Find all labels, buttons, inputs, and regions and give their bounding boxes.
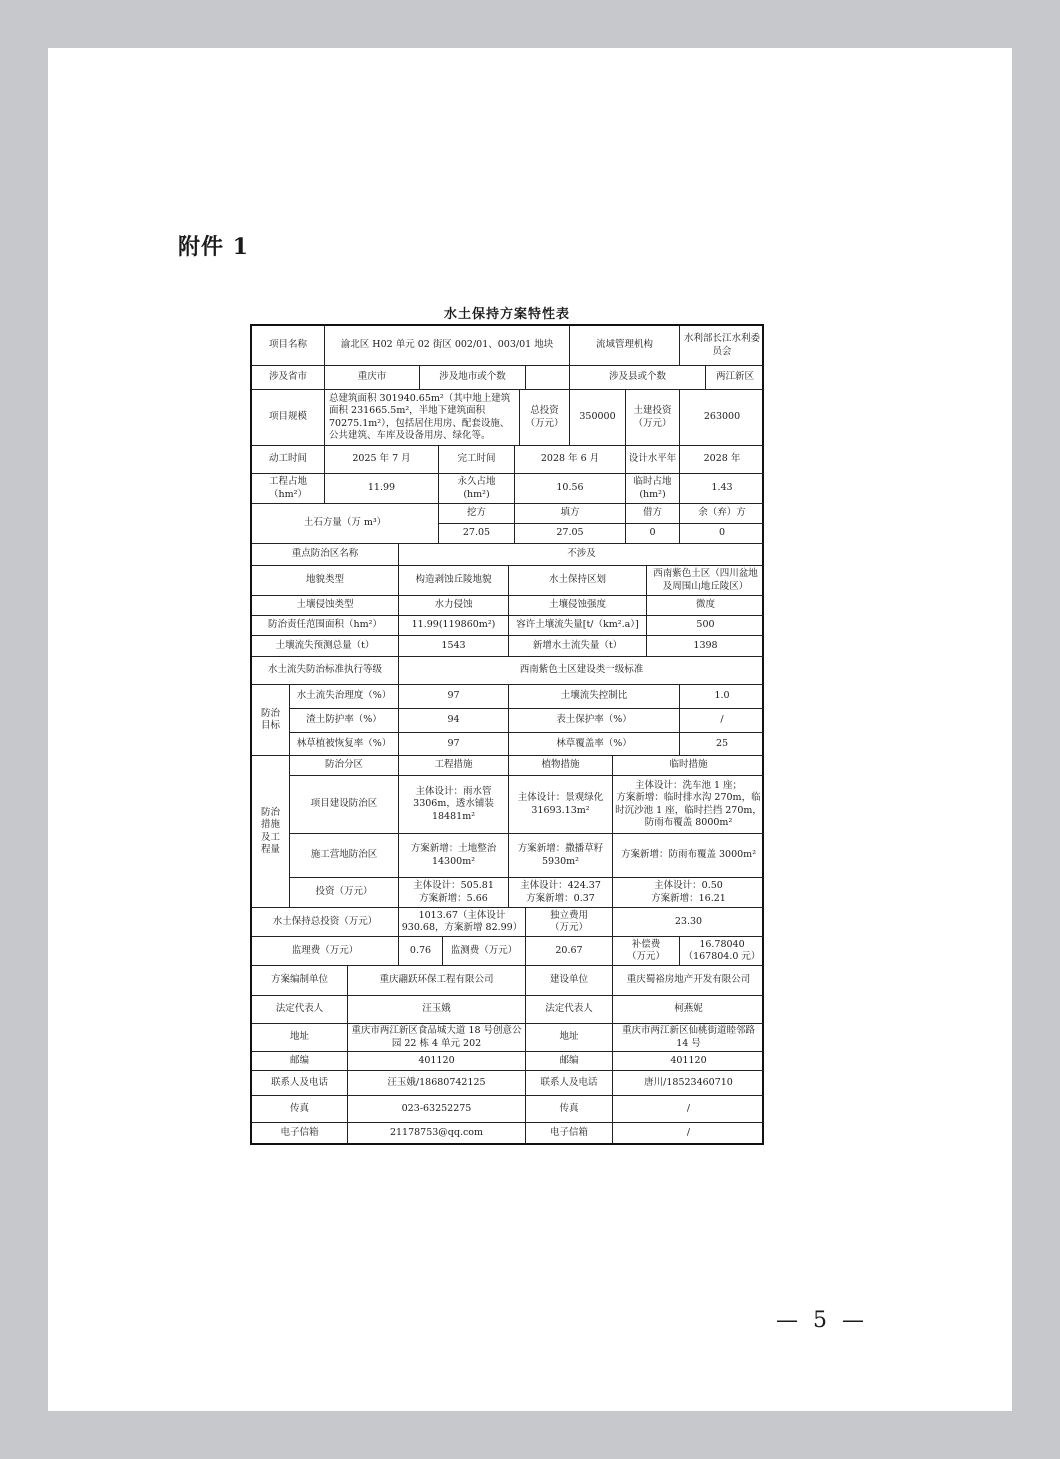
- cell-standard: 西南紫色土区建设类一级标准: [399, 657, 764, 685]
- cell-target-value: 97: [399, 733, 509, 756]
- cell-spoil: 0: [680, 524, 764, 544]
- cell-fax: /: [613, 1096, 764, 1123]
- cell-rep-label: 法定代表人: [526, 996, 613, 1024]
- cell-phone-label: 联系人及电话: [526, 1071, 613, 1096]
- cell-design-year: 2028 年: [680, 446, 764, 474]
- table-title: 水土保持方案特性表: [443, 307, 570, 322]
- cell-erosion-intensity: 微度: [647, 596, 764, 616]
- cell-earthwork-label: 土石方量（万 m³）: [252, 504, 439, 544]
- cell-scale: 总建筑面积 301940.65m²（其中地上建筑面积 231665.5m²，半地下建筑面积 70275.1m²），包括居住用房、配套设施、公共建筑、车库及设备用房、绿化等。: [325, 390, 520, 446]
- cell-invest-plant: 主体设计：424.37 方案新增：0.37: [509, 878, 613, 908]
- cell-supervise: 0.76: [399, 937, 443, 966]
- cell-rep: 柯燕妮: [613, 996, 764, 1024]
- cell-civil-invest: 263000: [680, 390, 764, 446]
- cell-allow-loss-label: 容许土壤流失量[t/（km².a）]: [509, 616, 647, 636]
- cell-zone-name: 项目建设防治区: [290, 776, 399, 834]
- cell-email: /: [686, 1126, 691, 1138]
- cell-invest-eng: 主体设计：505.81 方案新增：5.66: [399, 878, 509, 908]
- cell-borrow-label: 借方: [626, 504, 680, 524]
- cell-address-label: 地址: [252, 1024, 348, 1052]
- cell-comp-label: 补偿费 （万元）: [613, 937, 680, 966]
- cell-target-value: 25: [680, 733, 764, 756]
- cell-zone-plant: 方案新增：撒播草籽 5930m²: [509, 834, 613, 878]
- cell-compiler: 重庆翮跃环保工程有限公司: [348, 966, 526, 996]
- cell-rep: 汪玉娥: [348, 996, 526, 1024]
- cell-county-count-label: 涉及县或个数: [570, 366, 706, 390]
- cell-temp-header: 临时措施: [613, 756, 764, 776]
- cell-total-invest: 350000: [570, 390, 626, 446]
- cell-zone-plant: 主体设计：景观绿化 31693.13m²: [509, 776, 613, 834]
- cell-address: 重庆市两江新区仙桃街道睦邻路 14 号: [613, 1024, 764, 1052]
- cell-start-label: 动工时间: [252, 446, 325, 474]
- cell-total-cost: 1013.67（主体设计 930.68，方案新增 82.99）: [399, 908, 526, 937]
- cell-area-label: 工程占地 （hm²）: [252, 474, 325, 504]
- cell-allow-loss: 500: [647, 616, 764, 636]
- cell-scale-label: 项目规模: [252, 390, 325, 446]
- cell-city-count-label: 涉及地市或个数: [420, 366, 526, 390]
- cell-total-invest-label: 总投资 （万元）: [520, 390, 570, 446]
- cell-erosion-intensity-label: 土壤侵蚀强度: [509, 596, 647, 616]
- cell-zip-label: 邮编: [252, 1052, 348, 1071]
- cell-target-value: /: [680, 709, 764, 733]
- cell-end-label: 完工时间: [439, 446, 515, 474]
- cell-target-value: 97: [399, 685, 509, 709]
- cell-project-name-label: 项目名称: [252, 326, 325, 366]
- cell-address-label: 地址: [526, 1024, 613, 1052]
- cell-email: 21178753@qq.com: [348, 1123, 526, 1143]
- cell-plant-header: 植物措施: [509, 756, 613, 776]
- cell-monitor-label: 监测费（万元）: [443, 937, 526, 966]
- cell-resp-area-label: 防治责任范围面积（hm²）: [252, 616, 399, 636]
- cell-perm: 10.56: [515, 474, 626, 504]
- cell-county: 两江新区: [706, 366, 764, 390]
- cell-key-area: 不涉及: [399, 544, 764, 566]
- characteristics-table: [250, 324, 764, 1145]
- cell-zip: 401120: [613, 1052, 764, 1071]
- cell-fill-label: 填方: [515, 504, 626, 524]
- cell-monitor: 20.67: [526, 937, 613, 966]
- cell-temp: 1.43: [680, 474, 764, 504]
- cell-area: 11.99: [325, 474, 439, 504]
- cell-phone: 唐川/18523460710: [613, 1071, 764, 1096]
- cell-city-count: [526, 366, 570, 390]
- cell-measures-group: 防治 措施 及工 程量: [252, 756, 290, 908]
- cell-comp: 16.78040 （167804.0 元）: [680, 937, 764, 966]
- cell-target-label: 林草覆盖率（%）: [509, 733, 680, 756]
- cell-builder-label: 建设单位: [526, 966, 613, 996]
- cell-fax-label: 传真: [526, 1096, 613, 1123]
- cell-perm-label: 永久占地 (hm²): [439, 474, 515, 504]
- cell-indep-label: 独立费用 （万元）: [526, 908, 613, 937]
- cell-landform-label: 地貌类型: [252, 566, 399, 596]
- cell-email-label: 电子信箱: [526, 1123, 613, 1143]
- cell-zoning-label: 水土保持区划: [509, 566, 647, 596]
- cell-supervise-label: 监理费（万元）: [252, 937, 399, 966]
- cell-pred-loss-label: 土壤流失预测总量（t）: [252, 636, 399, 657]
- cell-design-year-label: 设计水平年: [626, 446, 680, 474]
- cell-province-label: 涉及省市: [252, 366, 325, 390]
- cell-zone-eng: 主体设计：雨水管 3306m，透水铺装 18481m²: [399, 776, 509, 834]
- cell-fax-label: 传真: [252, 1096, 348, 1123]
- cell-resp-area: 11.99(119860m²): [399, 616, 509, 636]
- cell-zone-temp: 主体设计：洗车池 1 座； 方案新增：临时排水沟 270m，临时沉沙池 1 座，临时拦挡 270m，防雨布覆盖 8000m²: [613, 776, 764, 834]
- cell-email-label: 电子信箱: [252, 1123, 348, 1143]
- cell-spoil-label: 余（弃）方: [680, 504, 764, 524]
- cell-zone-temp: 方案新增：防雨布覆盖 3000m²: [613, 834, 764, 878]
- cell-invest-label: 投资（万元）: [290, 878, 399, 908]
- cell-dig-label: 挖方: [439, 504, 515, 524]
- cell-temp-label: 临时占地 (hm²): [626, 474, 680, 504]
- cell-fill: 27.05: [515, 524, 626, 544]
- cell-dig: 27.05: [439, 524, 515, 544]
- cell-standard-label: 水土流失防治标准执行等级: [252, 657, 399, 685]
- cell-rep-label: 法定代表人: [252, 996, 348, 1024]
- cell-compiler-label: 方案编制单位: [252, 966, 348, 996]
- cell-zone-name: 施工营地防治区: [290, 834, 399, 878]
- cell-zone-header: 防治分区: [290, 756, 399, 776]
- cell-zip: 401120: [348, 1052, 526, 1071]
- cell-target-label: 水土流失治理度（%）: [290, 685, 399, 709]
- cell-new-loss-label: 新增水土流失量（t）: [509, 636, 647, 657]
- cell-landform: 构造剥蚀丘陵地貌: [399, 566, 509, 596]
- cell-target-label: 土壤流失控制比: [509, 685, 680, 709]
- cell-target-label: 渣土防护率（%）: [290, 709, 399, 733]
- cell-eng-header: 工程措施: [399, 756, 509, 776]
- cell-targets-group: 防治 目标: [252, 685, 290, 756]
- cell-erosion-type: 水力侵蚀: [399, 596, 509, 616]
- cell-target-value: 94: [399, 709, 509, 733]
- cell-builder: 重庆蜀裕房地产开发有限公司: [613, 966, 764, 996]
- cell-start: 2025 年 7 月: [325, 446, 439, 474]
- cell-new-loss: 1398: [647, 636, 764, 657]
- cell-fax: 023-63252275: [348, 1096, 526, 1123]
- cell-address: 重庆市两江新区食品城大道 18 号创意公园 22 栋 4 单元 202: [348, 1024, 526, 1052]
- cell-end: 2028 年 6 月: [515, 446, 626, 474]
- cell-target-label: 林草植被恢复率（%）: [290, 733, 399, 756]
- attachment-label: 附件 1: [178, 234, 249, 260]
- cell-pred-loss: 1543: [399, 636, 509, 657]
- cell-basin-authority-label: 流域管理机构: [570, 326, 680, 366]
- cell-target-label: 表土保护率（%）: [509, 709, 680, 733]
- cell-zip-label: 邮编: [526, 1052, 613, 1071]
- cell-key-area-label: 重点防治区名称: [252, 544, 399, 566]
- cell-basin-authority: 水利部长江水利委员会: [680, 326, 764, 366]
- page-number: — 5 —: [776, 1308, 868, 1333]
- cell-civil-invest-label: 土建投资 （万元）: [626, 390, 680, 446]
- cell-total-cost-label: 水土保持总投资（万元）: [252, 908, 399, 937]
- cell-erosion-type-label: 土壤侵蚀类型: [252, 596, 399, 616]
- cell-indep: 23.30: [613, 908, 764, 937]
- cell-province: 重庆市: [325, 366, 420, 390]
- cell-zoning: 西南紫色土区（四川盆地及周围山地丘陵区）: [647, 566, 764, 596]
- cell-target-value: 1.0: [680, 685, 764, 709]
- cell-zone-eng: 方案新增：土地整治 14300m²: [399, 834, 509, 878]
- cell-phone-label: 联系人及电话: [252, 1071, 348, 1096]
- cell-invest-temp: 主体设计：0.50 方案新增：16.21: [613, 878, 764, 908]
- cell-project-name: 渝北区 H02 单元 02 街区 002/01、003/01 地块: [325, 326, 570, 366]
- cell-phone: 汪玉娥/18680742125: [348, 1071, 526, 1096]
- cell-borrow: 0: [626, 524, 680, 544]
